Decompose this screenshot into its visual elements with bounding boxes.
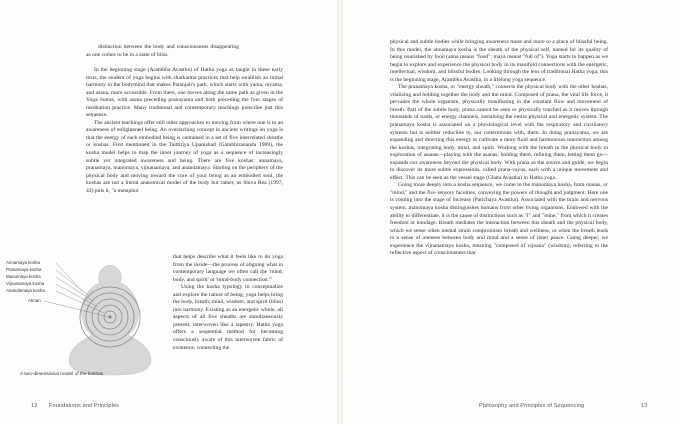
label-pranamaya: Pranamaya kosha: [6, 267, 42, 272]
label-vijnanamaya: Vijnanamaya kosha: [6, 281, 45, 286]
running-footer-right: Philosophy and Principles of Sequencing: [479, 403, 585, 409]
kosha-figure: [6, 255, 174, 385]
right-text-main: [390, 39, 608, 258]
right-page: [342, 0, 679, 424]
paragraph-pranamaya: The pranamaya kosha, or "energy sheath," connects the physical body with the other koshas, vitalizing and holding together the body and the mind. Composed of prana, the vital life force, it pervades the whole organism, physically manifesting in the constant flow and movement of breath. Part of the subtle body, prana cannot be seen or physically touched as it moves through thousands of nadis, or energy channels, sustaining the entire physical and energetic system. The pranamaya kosha is associated on a physiological level with the respiratory and circulatory systems but is neither reducible to, nor coterminous with, them. In doing pranayama, we are expanding and directing this energy to cultivate a more fluid and harmonious interaction among the koshas, integrating body, mind, and spirit. Working with the breath in the physical body in exploration of asanas—playing with the asanas, holding them, refining them, letting them go—expands our awareness beyond the physical body. With prana as the source and guide, we begin to discover its more subtle expressions, called prana-vayus, each with a unique movement and effect. This can be seen as the vessel stage (Ghata Avastha) in Hatha yoga.: [390, 84, 608, 181]
label-manomaya: Manomaya kosha: [6, 274, 41, 279]
page-number-left: 12: [31, 403, 38, 409]
paragraph-quote-continued: that helps describe what it feels like to do yoga from the inside—the process of aligning what in contemporary language we often call the 'mind, body, and spirit' or 'mind-body connection.'": [173, 254, 283, 283]
paragraph-continued: distinction between the body and consciousness disappearing as one comes to be in a state of bliss.: [86, 44, 239, 58]
figure-caption: A two-dimensional model of the koshas: [20, 372, 104, 377]
left-text-continued: [86, 44, 283, 59]
left-text-main: [86, 63, 283, 195]
label-atman: Atman: [28, 298, 41, 303]
paragraph-manomaya: Going more deeply into a kosha sequence, we come to the manomaya kosha, from manas, or "mind," and the five sensory faculties, conveying the powers of thought and judgment. Here one is coming into the stage of increase (Parichaya Avastha). Associated with the brain and nervous system, manomaya kosha distinguishes humans from other living organisms. Endowed with the ability to differentiate, it is the cause of distinctions such as "I" and "mine," from which it creates freedom or bondage. Breath mediates the interaction between this sheath and the physical body, which we sense when mental strain compromises breath and wellness, or when the breath leads to a sense of oneness between body and mind and a sense of inner peace. Going deeper, we experience the vijnanamaya kosha, meaning "composed of vijnana" (wisdom), referring to the reflective aspect of consciousness that: [390, 182, 608, 257]
label-annamaya: Annamaya kosha: [6, 260, 40, 265]
left-page: [0, 0, 338, 424]
paragraph-kosha-intro: The ancient teachings offer still other approaches to moving from where one is to an awareness of enlightened being. An overarching concept in ancient writings on yoga is that the energy of each embodied being is contained in a set of five interrelated sheaths or koshas. First mentioned in the Taittiriya Upanishad (Gambhirananda 1989), the kosha model helps to map the inner journey of yoga as a sequence of increasingly subtle yet integrated awareness and being. There are five koshas: annamaya, pranamaya, manomaya, vijnanamaya, and anandamaya. Starting on the periphery of the physical body and moving toward the core of your being as an embodied soul, the koshas are not a literal anatomical model of the body but rather, as Shiva Rea (1997, 43) puts it, "a metaphor: [86, 119, 283, 194]
running-footer-left: Foundations and Principles: [49, 403, 120, 409]
left-text-wrap: [173, 254, 283, 352]
paragraph-kosha-typology: Using the kosha typology to conceptualize and explore the nature of being, yoga helps bring the body, breath, mind, wisdom, and spirit (bliss) into harmony. Existing as an energetic whole, all aspects of all five sheaths are simultaneously present, interwoven like a tapestry. Hatha yoga offers a sequential method for becoming consciously aware of this interwoven fabric of existence, connecting the: [173, 284, 283, 351]
label-anandamaya: Anandamaya kosha: [6, 288, 45, 293]
page-number-right: 13: [641, 403, 648, 409]
paragraph-annamaya: physical and subtle bodies while bringing awareness more and more to a place of blissful being. In this model, the annamaya kosha is the sheath of the physical self, named for its quality of being nourished by food (anna means "food"; maya means "full of"). Yoga starts to happen as we begin to explore and experience the physical body in its manifold connections with the energetic, intellectual, wisdom, and blissful bodies. Looking through the lens of traditional Hatha yoga, this is the beginning stage, Arambha Avastha, in a lifelong yoga sequence.: [390, 39, 608, 83]
paragraph-beginning-stage: In the beginning stage (Arambha Avastha) of Hatha yoga as taught in these early texts, the student of yoga begins with shatkarma practices that help establish an initial harmony in the bodymind that makes Patanjali's path, which starts with yama, niyama, and asana, more accessible. From there, one moves along the same path as given in the Yoga Sutras, with asana preceding pranayama and both preceding the four stages of meditation practice. Many traditional and contemporary teachings prescribe just this sequence.: [86, 67, 283, 119]
